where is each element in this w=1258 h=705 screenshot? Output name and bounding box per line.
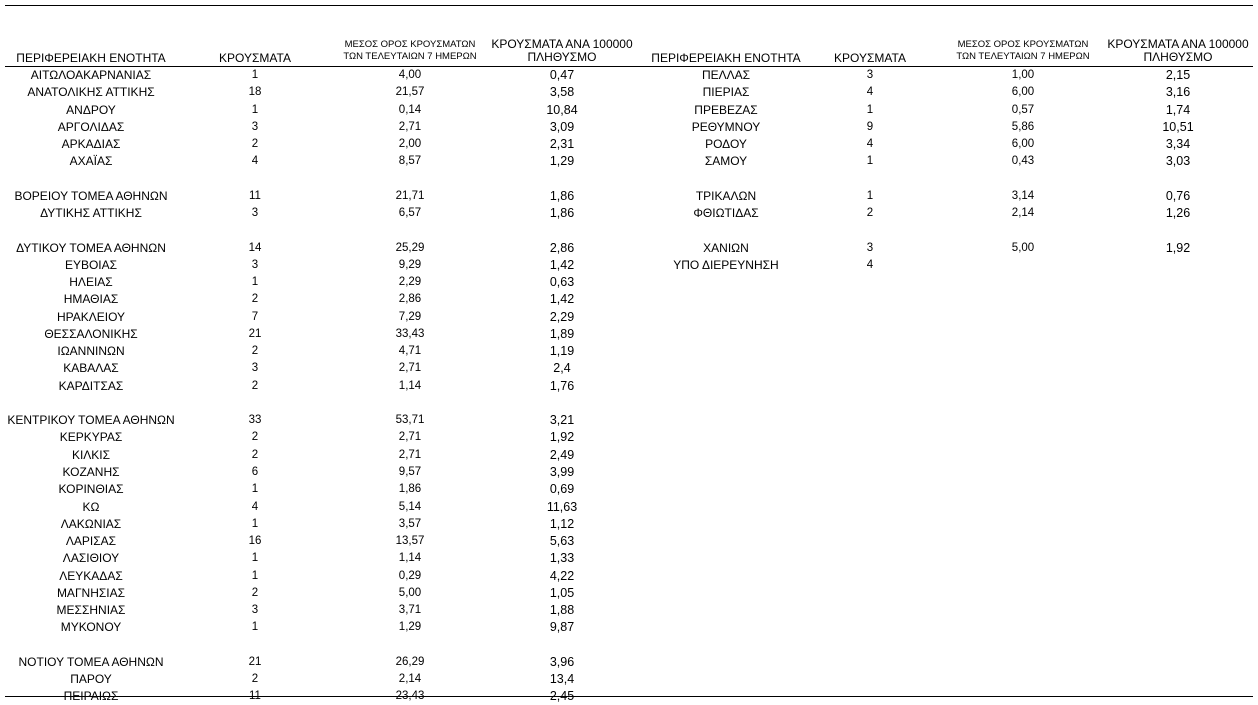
table-row: [0, 654, 640, 671]
table-row: [640, 102, 1258, 119]
avg-cell: 1,14: [398, 379, 422, 392]
region-cell: ΚΙΛΚΙΣ: [71, 447, 111, 462]
per-cell: 2,15: [1165, 68, 1191, 82]
cases-cell: 1: [251, 103, 259, 116]
per-cell: 1,33: [549, 551, 575, 566]
header-avg-right-line1: ΜΕΣΟΣ ΟΡΟΣ ΚΡΟΥΣΜΑΤΩΝ: [957, 39, 1089, 50]
table-spacer-row: [640, 171, 1258, 188]
cases-cell: 4: [866, 258, 874, 271]
region-cell: ΗΛΕΙΑΣ: [69, 275, 113, 290]
per-cell: 2,29: [549, 309, 575, 324]
region-cell: ΝΟΤΙΟΥ ΤΟΜΕΑ ΑΘΗΝΩΝ: [18, 654, 164, 669]
table-row: [0, 309, 640, 326]
region-cell: ΚΩ: [82, 499, 100, 514]
per-cell: 1,92: [549, 430, 575, 445]
region-cell: ΛΕΥΚΑΔΑΣ: [59, 568, 123, 583]
cases-cell: 1: [251, 621, 259, 634]
per-cell: 1,12: [549, 516, 575, 531]
table-row: [640, 136, 1258, 153]
table-row: [640, 84, 1258, 101]
table-row: [0, 533, 640, 550]
avg-cell: 0,57: [1011, 103, 1035, 116]
avg-cell: 6,57: [398, 207, 422, 220]
cases-cell: 2: [251, 138, 259, 151]
avg-cell: 6,00: [1011, 138, 1035, 151]
table-row: [0, 499, 640, 516]
per-cell: 1,74: [1165, 102, 1191, 117]
per-cell: 3,58: [549, 85, 575, 100]
region-cell: ΑΝΑΤΟΛΙΚΗΣ ΑΤΤΙΚΗΣ: [27, 85, 155, 100]
per-cell: 11,63: [546, 499, 578, 514]
avg-cell: 2,86: [398, 293, 422, 306]
cases-cell: 4: [251, 500, 259, 513]
top-rule: [5, 5, 1253, 6]
per-cell: 1,88: [549, 603, 575, 618]
region-cell: ΛΑΣΙΘΙΟΥ: [62, 551, 120, 566]
table-spacer-row: [0, 171, 640, 188]
region-cell: ΗΜΑΘΙΑΣ: [63, 292, 119, 307]
header-avg-right-line2: ΤΩΝ ΤΕΛΕΥΤΑΙΩΝ 7 ΗΜΕΡΩΝ: [956, 51, 1090, 62]
region-cell: ΠΕΙΡΑΙΩΣ: [63, 689, 119, 704]
table-row: [0, 619, 640, 636]
cases-cell: 3: [251, 207, 259, 220]
region-cell: ΒΟΡΕΙΟΥ ΤΟΜΕΑ ΑΘΗΝΩΝ: [14, 188, 168, 203]
table-spacer-row: [0, 637, 640, 654]
table-row: [0, 585, 640, 602]
region-cell: ΘΕΣΣΑΛΟΝΙΚΗΣ: [44, 326, 138, 341]
per-cell: 3,09: [549, 119, 575, 134]
per-cell: 0,63: [549, 275, 575, 290]
per-cell: 1,05: [549, 585, 575, 600]
region-cell: ΡΟΔΟΥ: [705, 137, 747, 152]
cases-cell: 21: [248, 655, 262, 668]
cases-cell: 7: [251, 310, 259, 323]
avg-cell: 7,29: [398, 310, 422, 323]
cases-cell: 2: [866, 207, 874, 220]
cases-cell: 2: [251, 345, 259, 358]
avg-cell: 1,00: [1011, 69, 1035, 81]
per-cell: 3,21: [549, 413, 575, 428]
cases-cell: 14: [248, 241, 262, 254]
per-cell: 1,89: [549, 326, 575, 341]
header-per-right: [1102, 38, 1254, 64]
region-cell: ΛΑΚΩΝΙΑΣ: [60, 516, 122, 531]
table-row: [0, 326, 640, 343]
cases-cell: 1: [251, 69, 259, 81]
cases-cell: 6: [251, 465, 259, 478]
cases-cell: 1: [251, 517, 259, 530]
avg-cell: 3,71: [398, 604, 422, 617]
cases-cell: 3: [251, 604, 259, 617]
per-cell: 13,4: [549, 672, 575, 687]
cases-cell: 4: [866, 138, 874, 151]
avg-cell: 25,29: [395, 241, 425, 254]
cases-cell: 1: [866, 103, 874, 116]
per-cell: 10,84: [546, 102, 578, 117]
header-avg-right: [940, 39, 1106, 63]
header-per-right-line1: ΚΡΟΥΣΜΑΤΑ ΑΝΑ 100000: [1107, 37, 1249, 51]
table-row: [0, 343, 640, 360]
header-avg-line2: ΤΩΝ ΤΕΛΕΥΤΑΙΩΝ 7 ΗΜΕΡΩΝ: [343, 51, 477, 62]
region-cell: ΔΥΤΙΚΟΥ ΤΟΜΕΑ ΑΘΗΝΩΝ: [16, 240, 166, 255]
avg-cell: 2,29: [398, 276, 422, 289]
table-spacer-row: [640, 222, 1258, 239]
cases-cell: 1: [251, 569, 259, 582]
per-cell: 3,96: [549, 654, 575, 669]
avg-cell: 6,00: [1011, 86, 1035, 99]
header-region-right: ΠΕΡΙΦΕΡΕΙΑΚΗ ΕΝΟΤΗΤΑ: [651, 51, 801, 65]
header-per-right-line2: ΠΛΗΘΥΣΜΟ: [1143, 50, 1213, 64]
region-cell: ΛΑΡΙΣΑΣ: [65, 534, 117, 549]
table-row: [640, 257, 1258, 274]
region-cell: ΡΕΘΥΜΝΟΥ: [691, 119, 761, 134]
avg-cell: 9,57: [398, 465, 422, 478]
table-row: [640, 67, 1258, 84]
table-row: [0, 516, 640, 533]
avg-cell: 2,71: [398, 362, 422, 375]
per-cell: 0,76: [1165, 188, 1191, 203]
region-cell: ΚΕΝΤΡΙΚΟΥ ΤΟΜΕΑ ΑΘΗΝΩΝ: [7, 413, 175, 428]
per-cell: 2,49: [549, 447, 575, 462]
per-cell: 2,45: [549, 689, 575, 704]
per-cell: 3,16: [1165, 85, 1191, 100]
cases-cell: 11: [249, 690, 261, 703]
per-cell: 2,4: [553, 361, 571, 376]
cases-cell: 33: [248, 414, 262, 427]
per-cell: 1,42: [549, 292, 575, 307]
table-row: [0, 412, 640, 429]
avg-cell: 1,14: [398, 552, 422, 565]
region-cell: ΠΑΡΟΥ: [70, 672, 112, 687]
table-row: [640, 188, 1258, 205]
avg-cell: 0,14: [398, 103, 422, 116]
cases-cell: 1: [251, 552, 259, 565]
region-cell: ΑΧΑΪΑΣ: [69, 154, 113, 169]
region-cell: ΦΘΙΩΤΙΔΑΣ: [693, 206, 759, 221]
cases-cell: 2: [251, 379, 259, 392]
per-cell: 10,51: [1162, 119, 1194, 134]
region-cell: ΑΝΔΡΟΥ: [66, 102, 116, 117]
per-cell: 1,19: [549, 344, 575, 359]
avg-cell: 2,71: [398, 448, 422, 461]
region-cell: ΙΩΑΝΝΙΝΩΝ: [57, 344, 125, 359]
cases-cell: 16: [248, 535, 262, 548]
per-cell: 1,29: [549, 154, 575, 169]
table-row: [0, 602, 640, 619]
table-row: [640, 205, 1258, 222]
region-cell: ΕΥΒΟΙΑΣ: [64, 257, 118, 272]
per-cell: 2,86: [549, 240, 575, 255]
cases-cell: 1: [251, 483, 259, 496]
table-row: [0, 119, 640, 136]
table-row: [0, 67, 640, 84]
avg-cell: 33,43: [395, 327, 425, 340]
region-cell: ΤΡΙΚΑΛΩΝ: [695, 188, 757, 203]
table-row: [640, 119, 1258, 136]
region-cell: ΧΑΝΙΩΝ: [703, 240, 749, 255]
table-row: [0, 429, 640, 446]
table-row: [0, 274, 640, 291]
avg-cell: 2,71: [398, 431, 422, 444]
header-cases: ΚΡΟΥΣΜΑΤΑ: [219, 51, 291, 65]
per-cell: 0,47: [549, 68, 575, 82]
region-cell: ΚΑΒΑΛΑΣ: [63, 361, 119, 376]
region-cell: ΗΡΑΚΛΕΙΟΥ: [56, 309, 126, 324]
header-per-line2: ΠΛΗΘΥΣΜΟ: [527, 50, 597, 64]
table-spacer-row: [0, 222, 640, 239]
avg-cell: 5,00: [398, 586, 422, 599]
cases-cell: 1: [251, 276, 259, 289]
region-cell: ΚΑΡΔΙΤΣΑΣ: [58, 378, 124, 393]
per-cell: 2,31: [549, 137, 575, 152]
cases-cell: 3: [866, 69, 874, 81]
cases-cell: 3: [251, 362, 259, 375]
region-cell: ΑΙΤΩΛΟΑΚΑΡΝΑΝΙΑΣ: [30, 68, 152, 82]
cases-cell: 3: [251, 120, 259, 133]
cases-cell: 4: [251, 155, 259, 168]
region-cell: ΜΕΣΣΗΝΙΑΣ: [56, 603, 126, 618]
avg-cell: 2,14: [398, 673, 422, 686]
table-row: [0, 688, 640, 705]
header-per: [480, 38, 644, 64]
cases-cell: 1: [866, 155, 874, 168]
table-row: [0, 378, 640, 395]
cases-cell: 11: [249, 189, 261, 202]
avg-cell: 8,57: [398, 155, 422, 168]
per-cell: 1,76: [549, 378, 575, 393]
avg-cell: 2,71: [398, 120, 422, 133]
header-per-line1: ΚΡΟΥΣΜΑΤΑ ΑΝΑ 100000: [491, 37, 633, 51]
avg-cell: 9,29: [398, 258, 422, 271]
header-avg-line1: ΜΕΣΟΣ ΟΡΟΣ ΚΡΟΥΣΜΑΤΩΝ: [344, 39, 476, 50]
table-row: [0, 568, 640, 585]
region-cell: ΜΑΓΝΗΣΙΑΣ: [56, 585, 126, 600]
cases-cell: 4: [866, 86, 874, 99]
cases-cell: 2: [251, 586, 259, 599]
table-row: [0, 360, 640, 377]
cases-cell: 9: [866, 120, 874, 133]
avg-cell: 3,57: [398, 517, 422, 530]
region-cell: ΠΙΕΡΙΑΣ: [702, 85, 750, 100]
per-cell: 3,03: [1165, 154, 1191, 169]
avg-cell: 3,14: [1011, 189, 1035, 202]
cases-cell: 3: [866, 241, 874, 254]
per-cell: 5,63: [549, 534, 575, 549]
avg-cell: 21,57: [395, 86, 425, 99]
region-cell: ΣΑΜΟΥ: [704, 154, 748, 169]
per-cell: 4,22: [549, 568, 575, 583]
cases-cell: 1: [866, 189, 874, 202]
table-row: [640, 240, 1258, 257]
region-cell: ΔΥΤΙΚΗΣ ΑΤΤΙΚΗΣ: [40, 206, 142, 221]
cases-cell: 2: [251, 673, 259, 686]
avg-cell: 2,14: [1011, 207, 1035, 220]
avg-cell: 2,00: [398, 138, 422, 151]
table-row: [0, 240, 640, 257]
table-row: [0, 102, 640, 119]
avg-cell: 5,00: [1011, 241, 1035, 254]
region-cell: ΠΡΕΒΕΖΑΣ: [694, 102, 758, 117]
avg-cell: 0,43: [1011, 155, 1035, 168]
avg-cell: 1,86: [398, 483, 422, 496]
header-cases-right: ΚΡΟΥΣΜΑΤΑ: [834, 51, 906, 65]
per-cell: 1,92: [1165, 240, 1191, 255]
per-cell: 9,87: [549, 620, 575, 635]
header-region: ΠΕΡΙΦΕΡΕΙΑΚΗ ΕΝΟΤΗΤΑ: [16, 51, 166, 65]
table-row: [0, 188, 640, 205]
table-spacer-row: [0, 395, 640, 412]
table-row: [0, 84, 640, 101]
header-avg: [325, 39, 495, 63]
per-cell: 1,42: [549, 257, 575, 272]
table-row: [0, 550, 640, 567]
per-cell: 3,99: [549, 464, 575, 479]
cases-cell: 3: [251, 258, 259, 271]
region-cell: ΥΠΟ ΔΙΕΡΕΥΝΗΣΗ: [673, 257, 779, 272]
avg-cell: 26,29: [395, 655, 425, 668]
table-row: [0, 153, 640, 170]
table-row: [0, 464, 640, 481]
avg-cell: 0,29: [398, 569, 422, 582]
table-row: [0, 671, 640, 688]
region-cell: ΚΟΖΑΝΗΣ: [62, 464, 120, 479]
region-cell: ΜΥΚΟΝΟΥ: [60, 620, 122, 635]
region-cell: ΠΕΛΛΑΣ: [701, 68, 751, 82]
region-cell: ΑΡΓΟΛΙΔΑΣ: [57, 119, 125, 134]
table-row: [640, 153, 1258, 170]
region-cell: ΑΡΚΑΔΙΑΣ: [61, 137, 121, 152]
avg-cell: 4,00: [398, 69, 422, 81]
cases-cell: 2: [251, 431, 259, 444]
table-row: [0, 257, 640, 274]
avg-cell: 21,71: [395, 189, 425, 202]
per-cell: 0,69: [549, 482, 575, 497]
avg-cell: 13,57: [395, 535, 425, 548]
table-row: [0, 205, 640, 222]
table-row: [0, 291, 640, 308]
cases-cell: 21: [248, 327, 262, 340]
cases-cell: 2: [251, 448, 259, 461]
cases-cell: 18: [248, 86, 262, 99]
cases-cell: 2: [251, 293, 259, 306]
table-row: [0, 447, 640, 464]
avg-cell: 23,43: [395, 690, 425, 703]
avg-cell: 5,86: [1011, 120, 1035, 133]
per-cell: 1,26: [1165, 206, 1191, 221]
avg-cell: 53,71: [395, 414, 425, 427]
avg-cell: 5,14: [398, 500, 422, 513]
table-row: [0, 481, 640, 498]
avg-cell: 4,71: [398, 345, 422, 358]
per-cell: 1,86: [549, 188, 575, 203]
avg-cell: 1,29: [398, 621, 422, 634]
region-cell: ΚΟΡΙΝΘΙΑΣ: [58, 482, 124, 497]
per-cell: 3,34: [1165, 137, 1191, 152]
table-row: [0, 136, 640, 153]
per-cell: 1,86: [549, 206, 575, 221]
region-cell: ΚΕΡΚΥΡΑΣ: [59, 430, 123, 445]
